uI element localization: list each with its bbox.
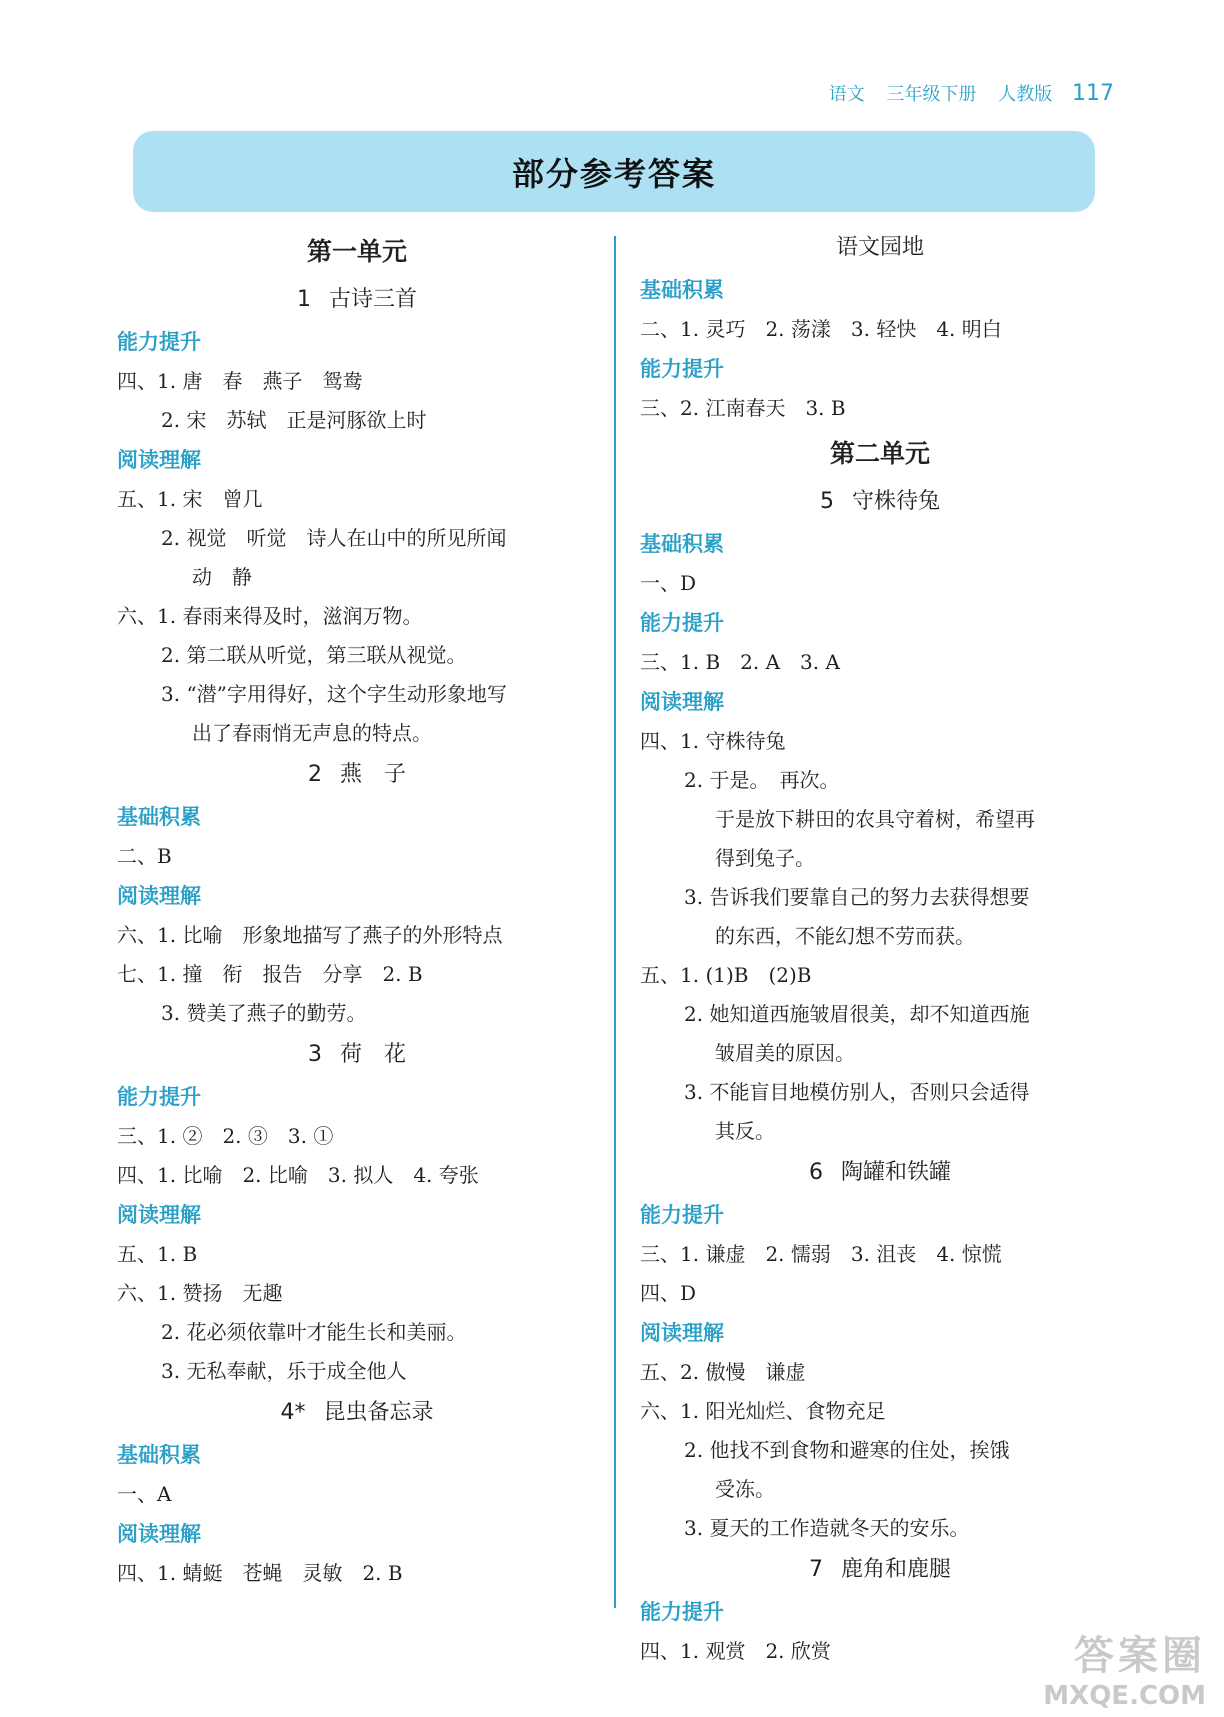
unit-heading: 第二单元 [829, 439, 930, 468]
answer-line: 三、2. 江南春天 3. B [640, 396, 846, 420]
answer-line: 2. 他找不到食物和避寒的住处，挨饿 [684, 1438, 1010, 1462]
section-label: 阅读理解 [117, 448, 201, 472]
section-label: 阅读理解 [117, 1203, 201, 1227]
watermark [1043, 1624, 1206, 1711]
answer-line: 二、1. 灵巧 2. 荡漾 3. 轻快 4. 明白 [640, 317, 1002, 341]
lesson-heading [640, 1548, 1120, 1592]
answer-line: 四、1. 观赏 2. 欣赏 [640, 1639, 831, 1663]
page-header [813, 80, 1114, 106]
lesson-heading [117, 278, 597, 322]
answer-line: 三、1. 谦虚 2. 懦弱 3. 沮丧 4. 惊慌 [640, 1242, 1002, 1266]
section-label: 基础积累 [640, 278, 724, 302]
answer-line: 四、1. 唐 春 燕子 鸳鸯 [117, 369, 363, 393]
answer-line: 3. 赞美了燕子的勤劳。 [161, 1001, 367, 1025]
section-label: 能力提升 [117, 330, 201, 354]
section-label: 能力提升 [640, 611, 724, 635]
lesson-title: 陶罐和铁罐 [840, 1160, 951, 1185]
lesson-title: 燕 子 [339, 762, 406, 787]
answer-line: 五、1. B [117, 1242, 198, 1266]
watermark-url: MXQE.COM [1043, 1681, 1206, 1711]
answer-line: 六、1. 比喻 形象地描写了燕子的外形特点 [117, 923, 503, 947]
left-column [117, 226, 597, 1593]
answer-line: 五、1. 宋 曾几 [117, 487, 263, 511]
answer-line: 3. 无私奉献，乐于成全他人 [161, 1359, 407, 1383]
lesson-title: 守株待兔 [851, 489, 940, 514]
right-column [640, 226, 1120, 1671]
answer-line: 四、1. 蜻蜓 苍蝇 灵敏 2. B [117, 1561, 403, 1585]
answer-line: 2. 她知道西施皱眉很美，却不知道西施 [684, 1002, 1030, 1026]
section-label: 能力提升 [640, 357, 724, 381]
answer-line: 3. 告诉我们要靠自己的努力去获得想要 [684, 885, 1030, 909]
lesson-title: 荷 花 [339, 1042, 406, 1067]
section-label: 基础积累 [117, 805, 201, 829]
answer-line: 一、A [117, 1482, 172, 1506]
section-label: 基础积累 [117, 1443, 201, 1467]
answer-line: 三、1. ② 2. ③ 3. ① [117, 1124, 334, 1148]
section-label: 能力提升 [640, 1600, 724, 1624]
lesson-number: 2 [307, 762, 322, 787]
page-number: 117 [1072, 81, 1114, 106]
lesson-heading [117, 1391, 597, 1435]
lesson-title: 古诗三首 [328, 287, 417, 312]
section-label: 阅读理解 [640, 690, 724, 714]
lesson-heading [640, 226, 1120, 270]
answer-line: 五、2. 傲慢 谦虚 [640, 1360, 806, 1384]
section-label: 能力提升 [117, 1085, 201, 1109]
answer-line: 2. 第二联从听觉，第三联从视觉。 [161, 643, 467, 667]
answer-line: 得到兔子。 [715, 846, 815, 870]
answer-line: 2. 花必须依靠叶才能生长和美丽。 [161, 1320, 467, 1344]
answer-line: 二、B [117, 844, 172, 868]
answer-line: 出了春雨悄无声息的特点。 [192, 721, 432, 745]
answer-line: 六、1. 赞扬 无趣 [117, 1281, 283, 1305]
answer-line: 三、1. B 2. A 3. A [640, 650, 840, 674]
answer-line: 七、1. 撞 衔 报告 分享 2. B [117, 962, 423, 986]
answer-line: 皱眉美的原因。 [715, 1041, 855, 1065]
section-label: 能力提升 [640, 1203, 724, 1227]
section-label: 阅读理解 [117, 1522, 201, 1546]
lesson-title: 昆虫备忘录 [323, 1400, 434, 1425]
answer-line: 3. 不能盲目地模仿别人，否则只会适得 [684, 1080, 1030, 1104]
answer-line: 3. 夏天的工作造就冬天的安乐。 [684, 1516, 970, 1540]
answer-line: 2. 于是。 再次。 [684, 768, 840, 792]
lesson-heading [640, 480, 1120, 524]
lesson-title: 鹿角和鹿腿 [840, 1557, 951, 1582]
lesson-title: 语文园地 [835, 235, 924, 260]
section-label: 阅读理解 [640, 1321, 724, 1345]
lesson-number: 1 [296, 287, 311, 312]
answer-line: 的东西，不能幻想不劳而获。 [715, 924, 975, 948]
answer-line: 六、1. 阳光灿烂、食物充足 [640, 1399, 886, 1423]
answer-line: 五、1. (1)B (2)B [640, 963, 812, 987]
section-label: 阅读理解 [117, 884, 201, 908]
lesson-heading [117, 753, 597, 797]
answer-line: 一、D [640, 571, 697, 595]
answer-line: 六、1. 春雨来得及时，滋润万物。 [117, 604, 423, 628]
header-subject: 语文 [828, 84, 865, 105]
section-label: 基础积累 [640, 532, 724, 556]
answer-line: 2. 宋 苏轼 正是河豚欲上时 [161, 408, 427, 432]
lesson-number: 3 [307, 1042, 322, 1067]
lesson-heading [117, 1033, 597, 1077]
lesson-number: 4* [280, 1400, 306, 1425]
page-title: 部分参考答案 [511, 154, 716, 193]
lesson-number: 7 [808, 1557, 823, 1582]
header-edition: 人教版 [998, 84, 1053, 105]
unit-heading: 第一单元 [306, 237, 407, 266]
answer-line: 四、1. 比喻 2. 比喻 3. 拟人 4. 夸张 [117, 1163, 479, 1187]
answer-line: 动 静 [192, 565, 252, 589]
title-banner [133, 131, 1095, 212]
answer-line: 2. 视觉 听觉 诗人在山中的所见所闻 [161, 526, 507, 550]
watermark-logo-text: 答案圈 [1074, 1633, 1206, 1679]
answer-line: 受冻。 [715, 1477, 775, 1501]
answer-line: 3. “潜”字用得好，这个字生动形象地写 [161, 682, 507, 706]
header-grade: 三年级下册 [886, 84, 977, 105]
column-divider [614, 236, 616, 1608]
lesson-number: 6 [808, 1160, 823, 1185]
lesson-heading [640, 1151, 1120, 1195]
lesson-number: 5 [819, 489, 834, 514]
answer-line: 于是放下耕田的农具守着树，希望再 [715, 807, 1035, 831]
answer-line: 其反。 [715, 1119, 775, 1143]
answer-line: 四、D [640, 1281, 697, 1305]
answer-line: 四、1. 守株待兔 [640, 729, 786, 753]
